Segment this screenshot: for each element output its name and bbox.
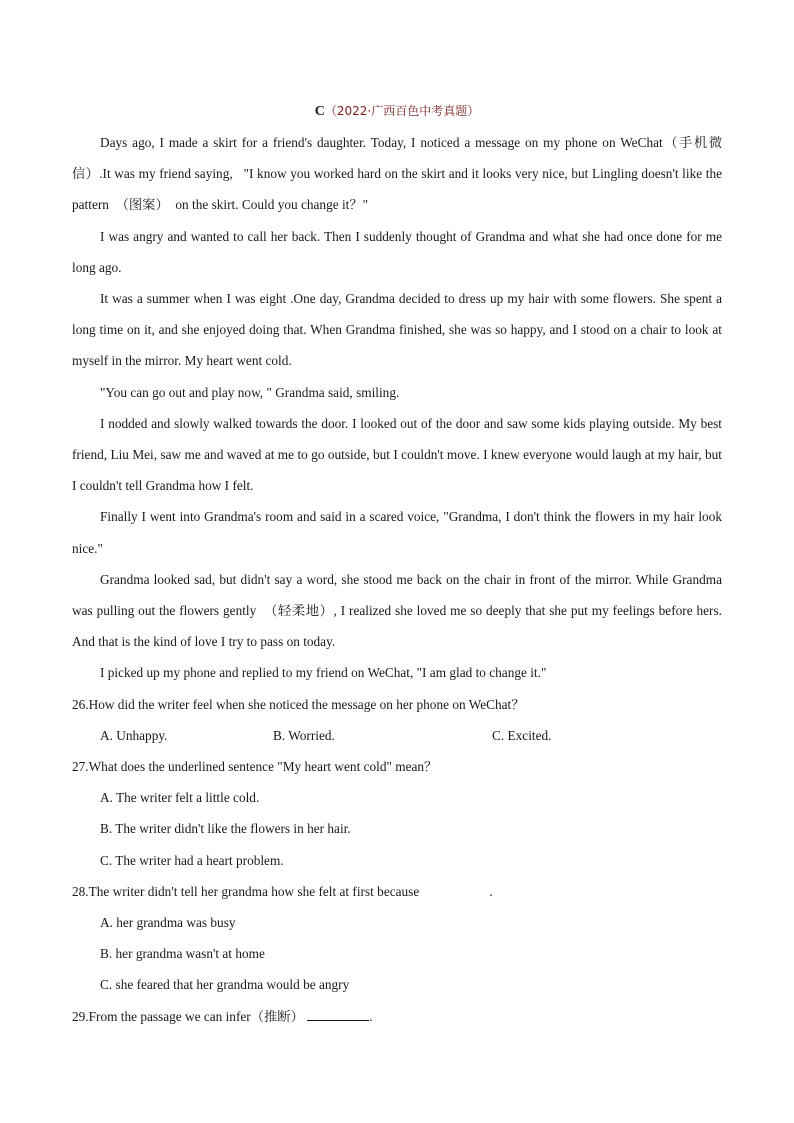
question-29 [72,1001,722,1032]
passage-paragraph: Finally I went into Grandma's room and said in a scared voice, "Grandma, I don't think the flowers in my hair look nice." [72,509,722,556]
stem-end: . [489,883,493,899]
reading-passage [72,127,722,689]
passage-paragraph: I picked up my phone and replied to my friend on WeChat, "I am glad to change it." [100,665,547,681]
question-stem: 26.How did the writer feel when she noticed the message on her phone on WeChat？ [72,696,525,712]
option-c: C. she feared that her grandma would be angry [100,977,350,993]
passage-paragraph: Grandma looked sad, but didn't say a word, she stood me back on the chair in front of the mirror. While Grandma was pulling out the flowers gently （轻柔地）, I realized she loved me so deeply that she put my feelings before hers. And that is the kind of love I try to pass on today. [72,571,722,650]
section-letter: C [314,104,325,119]
stem-end: . [369,1008,373,1024]
worksheet-page [72,96,722,1032]
section-title [72,96,722,127]
options-row [72,720,722,751]
answer-blank[interactable] [307,1006,369,1021]
section-source: （2022·广西百色中考真题） [324,104,480,118]
passage-paragraph: It was a summer when I was eight .One day, Grandma decided to dress up my hair with some flowers. She spent a long time on it, and she enjoyed doing that. When Grandma finished, she was so happy, and I stood on a chair to look at myself in the mirror. My heart went cold. [72,291,722,369]
passage-paragraph: "You can go out and play now, " Grandma said, smiling. [100,384,400,400]
question-stem-line [72,1001,722,1032]
question-stem: 28.The writer didn't tell her grandma how she felt at first because [72,883,420,899]
option-b: B. her grandma wasn't at home [100,946,265,962]
option-b: B. The writer didn't like the flowers in her hair. [100,821,351,837]
option-a: A. her grandma was busy [100,915,236,931]
passage-paragraph: I nodded and slowly walked towards the door. I looked out of the door and saw some kids playing outside. My best friend, Liu Mei, saw me and waved at me to go outside, but I couldn't move. I knew everyone would laugh at my hair, but I couldn't tell Grandma how I felt. [72,415,722,494]
question-27 [72,751,722,876]
question-26 [72,689,722,751]
option-c: C. The writer had a heart problem. [100,852,284,868]
option-a: A. Unhappy. [100,727,168,743]
question-stem: 29.From the passage we can infer（推断） [72,1008,304,1024]
option-c: C. Excited. [492,727,552,743]
question-stem: 27.What does the underlined sentence "My heart went cold" mean？ [72,759,438,775]
passage-paragraph: Days ago, I made a skirt for a friend's daughter. Today, I noticed a message on my phone on WeChat（手机微信）.It was my friend saying, "I know you worked hard on the skirt and it looks very nice, but Lingling doesn't like the pattern （图案） on the skirt. Could you change it？" [72,135,722,213]
passage-paragraph: I was angry and wanted to call her back. Then I suddenly thought of Grandma and what she had once done for me long ago. [72,228,722,275]
question-28 [72,876,722,1001]
option-b: B. Worried. [273,727,335,743]
option-a: A. The writer felt a little cold. [100,790,260,806]
question-stem-line [72,876,722,907]
